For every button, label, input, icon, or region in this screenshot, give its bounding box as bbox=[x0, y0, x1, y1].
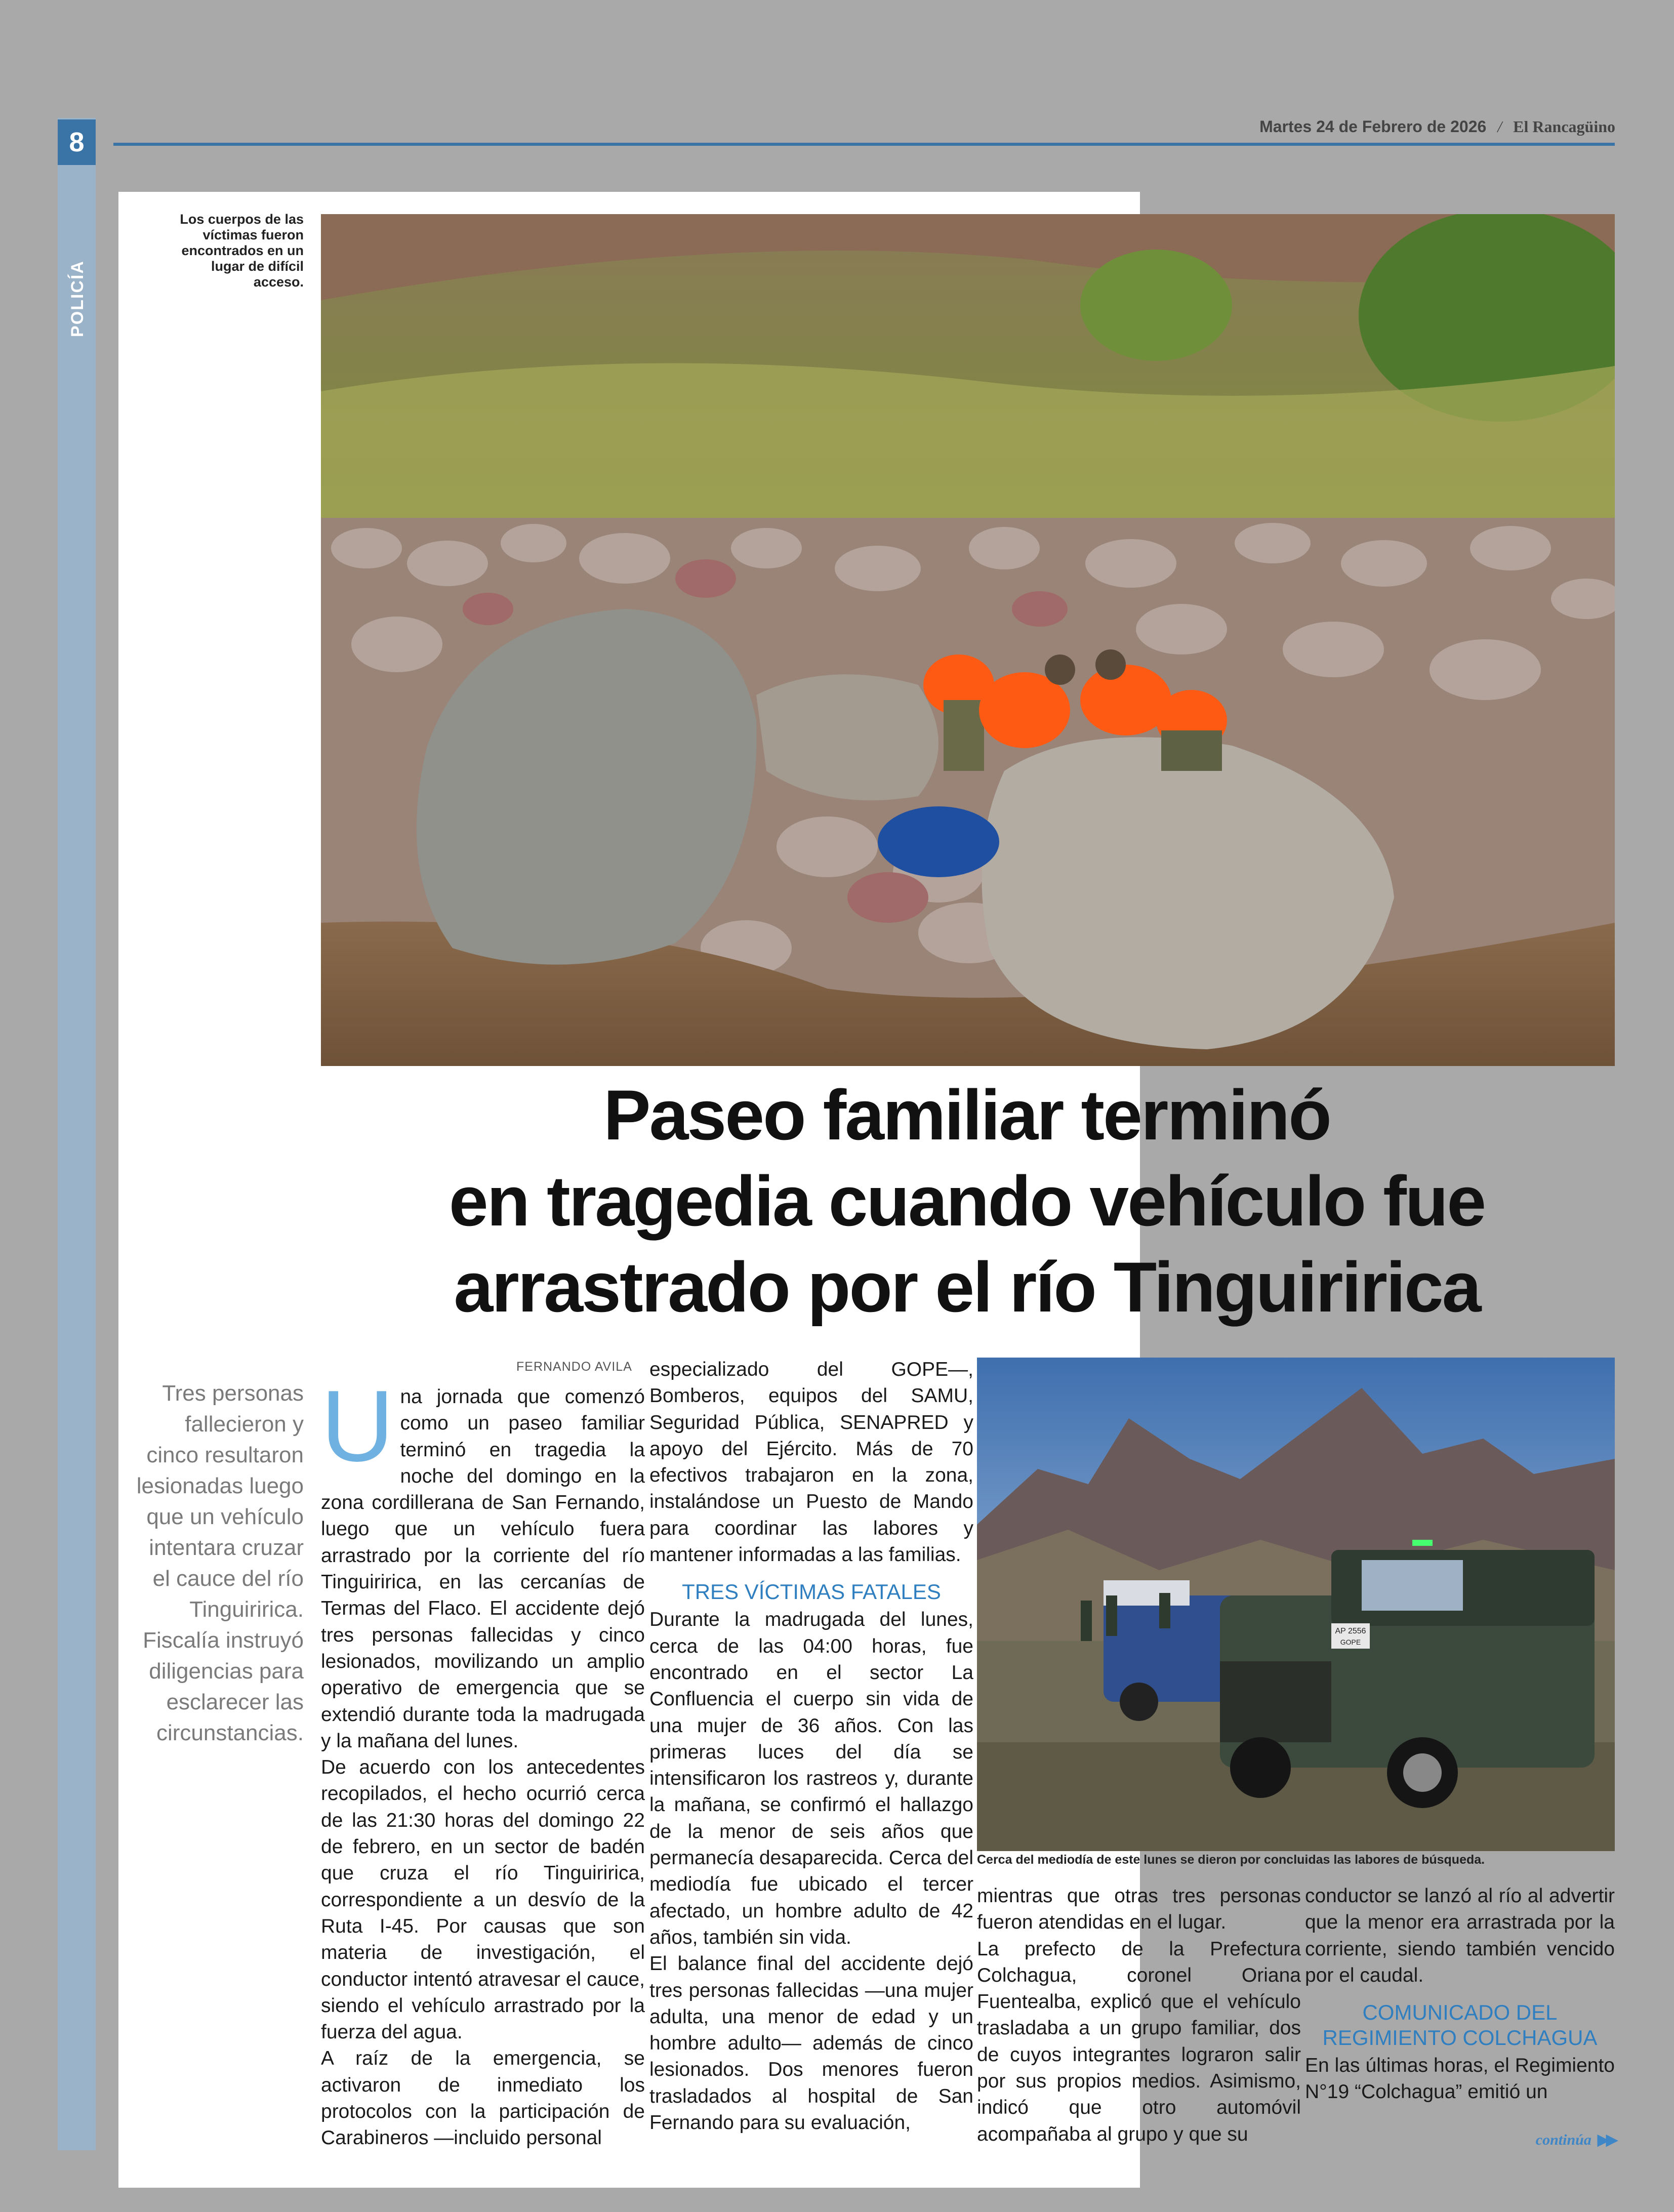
subheading-victims: TRES VÍCTIMAS FATALES bbox=[682, 1580, 941, 1604]
article-headline bbox=[354, 1072, 1579, 1330]
header-rule bbox=[113, 143, 1615, 146]
section-label: POLICÍA bbox=[67, 260, 87, 337]
newspaper-name: El Rancagüino bbox=[1513, 117, 1615, 136]
headline-line-3: arrastrado por el río Tinguiririca bbox=[454, 1247, 1480, 1327]
article-column-4 bbox=[1305, 1883, 1615, 2106]
article-summary: Tres personas fallecieron y cinco resultaron lesionadas luego que un vehículo intentara cruzar el cauce del río Tinguiririca. Fiscalía instruyó diligencias para esclarecer las circunstancias. bbox=[136, 1381, 304, 1745]
vehicles-photo-caption: Cerca del mediodía de este lunes se dieron por concluidas las labores de búsqueda. bbox=[977, 1853, 1485, 1867]
dropcap: U bbox=[321, 1370, 394, 1483]
paragraph: La prefecto de la Prefectura Colchagua, coronel Oriana Fuentealba, explicó que el vehículo trasladaba a un grupo familiar, dos de cuyos integrantes lograron salir por sus propios medios. Asimismo, indicó que otro automóvil acompañaba al grupo y que su bbox=[977, 1938, 1301, 2145]
continue-link[interactable] bbox=[1536, 2131, 1615, 2149]
headline-line-2: en tragedia cuando vehículo fue bbox=[448, 1161, 1485, 1241]
paragraph: En las últimas horas, el Regimiento N°19 “Colchagua” emitió un bbox=[1305, 2055, 1615, 2103]
paragraph: na jornada que comenzó como un paseo familiar terminó en tragedia la noche del domingo en la zona cordillerana de San Fernando, luego que un vehículo fuera arrastrado por la corriente del río Tinguiririca, en las cercanías de Termas del Flaco. El accidente dejó tres personas fallecidas y cinco lesionados, movilizando un amplio operativo de emergencia que se extendió durante toda la madrugada y la mañana del lunes. bbox=[321, 1386, 645, 1752]
section-sidebar bbox=[58, 118, 96, 2150]
green-light bbox=[1412, 1540, 1433, 1546]
header-separator: / bbox=[1497, 117, 1502, 136]
headline-line-1: Paseo familiar terminó bbox=[603, 1075, 1330, 1155]
subheading-regiment: COMUNICADO DEL REGIMIENTO COLCHAGUA bbox=[1322, 2000, 1598, 2050]
article-column-1 bbox=[321, 1370, 645, 2152]
vehicles-photo bbox=[977, 1358, 1615, 1851]
article-column-2 bbox=[649, 1357, 973, 2136]
top-photo-caption: Los cuerpos de las víctimas fueron encontrados en un lugar de difícil acceso. bbox=[180, 212, 304, 290]
paragraph: De acuerdo con los antecedentes recopilados, el hecho ocurrió cerca de las 21:30 horas del domingo 22 de febrero, en un sector de badén que cruza el río Tinguiririca, correspondiente a un desvío de la Ruta I-45. Por causas que son materia de investigación, el conductor intentó atravesar el cauce, siendo el vehículo arrastrado por la fuerza del agua. bbox=[321, 1756, 645, 2043]
article-column-3 bbox=[977, 1883, 1301, 2148]
paragraph: Durante la madrugada del lunes, cerca de las 04:00 horas, fue encontrado en el sector La Confluencia el cuerpo sin vida de una mujer de 36 años. Con las primeras luces del día se intensificaron los rastreos y, durante la mañana, se confirmó el hallazgo de la menor de seis años que permanecía desaparecida. Cerca del mediodía fue ubicado el tercer afectado, un hombre adulto de 42 años, también sin vida. bbox=[649, 1609, 973, 1948]
paragraph: mientras que otras tres personas fueron atendidas en el lugar. bbox=[977, 1885, 1301, 1934]
issue-date: Martes 24 de Febrero de 2026 bbox=[1259, 117, 1487, 136]
byline: FERNANDO AVILA bbox=[516, 1360, 632, 1374]
shrub bbox=[1080, 250, 1232, 361]
paragraph: El balance final del accidente dejó tres personas fallecidas —una mujer adulta, una menor de edad y un hombre adulto— además de cinco lesionados. Dos menores fueron trasladados al hospital de San Fernando para su evaluación, bbox=[649, 1953, 973, 2134]
vehicle-plate: AP 2556 bbox=[1335, 1627, 1366, 1635]
blue-object bbox=[878, 806, 999, 877]
page-header bbox=[1259, 115, 1615, 138]
forward-arrows-icon: ▶▶ bbox=[1597, 2132, 1615, 2148]
vehicle-unit: GOPE bbox=[1340, 1638, 1361, 1646]
paragraph: conductor se lanzó al río al advertir que la menor era arrastrada por la corriente, siendo también vencido por el caudal. bbox=[1305, 1885, 1615, 1986]
paragraph: A raíz de la emergencia, se activaron de inmediato los protocolos con la participación de Carabineros —incluido personal bbox=[321, 2047, 645, 2149]
rescue-photo bbox=[321, 214, 1615, 1066]
paragraph: especializado del GOPE—, Bomberos, equipos del SAMU, Seguridad Pública, SENAPRED y apoyo del Ejército. Más de 70 efectivos trabajaron en la zona, instalándose un Puesto de Mando para coordinar las labores y mantener informadas a las familias. bbox=[649, 1359, 973, 1566]
continue-label: continúa bbox=[1535, 2131, 1591, 2148]
page-number: 8 bbox=[58, 119, 96, 165]
